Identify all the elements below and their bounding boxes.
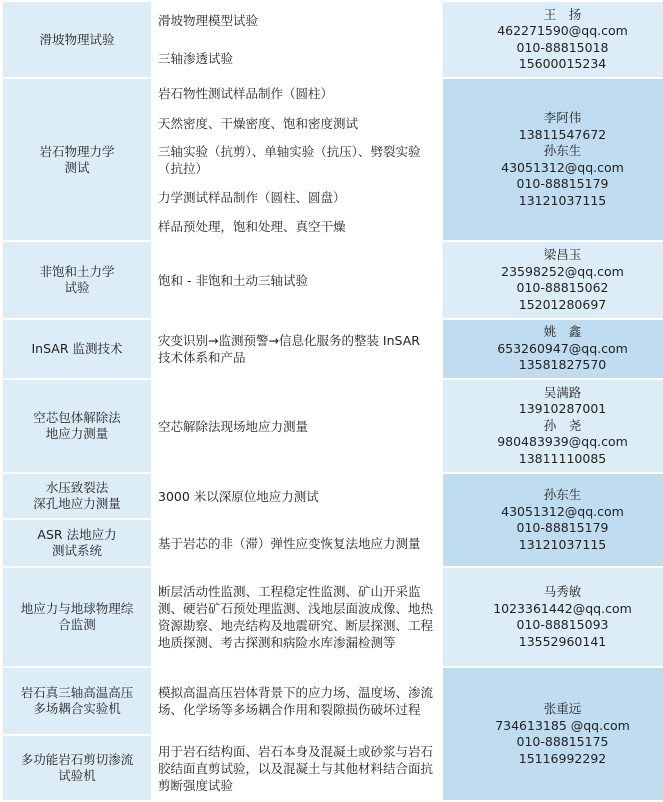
category-cell	[2, 241, 152, 319]
contact-phone: 010-88815179	[516, 520, 609, 535]
contact-name: 马秀敏	[543, 584, 582, 599]
contact-name: 李阿伟	[543, 110, 582, 125]
contact-mobile: 15600015234	[518, 56, 607, 71]
category-label: 试验	[64, 280, 90, 295]
category-label: ASR 法地应力	[37, 527, 117, 542]
category-label: 深孔地应力测量	[33, 496, 121, 511]
test-item-cell: 灾变识别→监测预警→信息化服务的整装 InSAR 技术体系和产品	[152, 319, 442, 379]
category-label: 试验机	[58, 768, 96, 783]
contact-mobile: 13121037115	[518, 536, 607, 552]
category-cell	[2, 519, 152, 567]
contact-name: 孙 尧	[543, 417, 582, 433]
contact-cell	[442, 78, 663, 241]
contact-phone: 010-88815093	[516, 617, 609, 632]
category-label: 岩石物理力学	[39, 143, 115, 159]
category-label: 非饱和土力学	[39, 264, 115, 279]
contact-name: 梁昌玉	[543, 247, 582, 262]
contact-email: 43051312@qq.com	[501, 159, 624, 175]
contact-phone: 010-88815062	[516, 280, 609, 295]
category-cell	[2, 735, 152, 801]
category-cell	[2, 379, 152, 473]
test-item-cell: 滑坡物理模型试验	[152, 1, 442, 39]
category-label: 合监测	[58, 617, 96, 632]
contact-cell	[442, 379, 663, 473]
test-item-cell: 样品预处理，饱和处理、真空干燥	[152, 212, 442, 241]
contact-mobile: 13121037115	[518, 192, 607, 208]
test-item-cell: 模拟高温高压岩体背景下的应力场、温度场、渗流场、化学场等多场耦合作用和裂隙损伤破坏过程	[152, 667, 442, 735]
contact-email: 1023361442@qq.com	[493, 600, 632, 616]
category-label: 水压致裂法	[45, 480, 109, 495]
contact-mobile: 13552960141	[518, 633, 607, 649]
test-item-cell: 饱和 - 非饱和土动三轴试验	[152, 241, 442, 319]
contact-name: 张重远	[543, 701, 582, 716]
test-item-cell: 力学测试样品制作（圆柱、圆盘）	[152, 182, 442, 212]
contact-email: 980483939@qq.com	[497, 434, 628, 450]
contact-mobile: 13910287001	[518, 401, 607, 417]
category-cell	[2, 567, 152, 667]
test-item-cell: 三轴实验（抗剪）、单轴实验（抗压）、劈裂实验（抗拉）	[152, 138, 442, 182]
category-label: 空芯包体解除法	[33, 410, 121, 425]
contact-name: 孙东生	[543, 487, 582, 502]
contact-cell	[442, 319, 663, 379]
contact-mobile: 15201280697	[518, 296, 607, 312]
category-label: 滑坡物理试验	[39, 31, 115, 47]
contact-phone: 010-88815175	[516, 734, 609, 749]
test-item-cell: 基于岩芯的非（滞）弹性应变恢复法地应力测量	[152, 519, 442, 567]
contact-mobile: 13581827570	[518, 357, 607, 373]
contact-email: 653260947@qq.com	[497, 340, 628, 356]
test-item-cell: 岩石物性测试样品制作（圆柱）	[152, 78, 442, 108]
test-item-cell: 用于岩石结构面、岩石本身及混凝土或砂浆与岩石胶结面直剪试验，以及混凝土与其他材料结合面抗剪断强度试验	[152, 735, 442, 801]
equipment-table	[1, 0, 663, 802]
contact-cell	[442, 567, 663, 667]
contact-mobile: 13811110085	[518, 450, 607, 466]
contact-email: 23598252@qq.com	[501, 263, 624, 279]
category-cell	[2, 473, 152, 519]
contact-name: 孙东生	[543, 143, 582, 158]
contact-email: 43051312@qq.com	[501, 503, 624, 519]
contact-cell	[442, 473, 663, 567]
contact-email: 734613185 @qq.com	[495, 717, 630, 733]
category-label: 测试系统	[51, 543, 102, 558]
category-cell	[2, 78, 152, 241]
contact-email: 462271590@qq.com	[497, 23, 628, 38]
category-label: 多场耦合实验机	[33, 701, 121, 716]
contact-name: 吴满路	[543, 384, 582, 400]
test-item-cell: 三轴渗透试验	[152, 39, 442, 78]
test-item-cell: 空芯解除法现场地应力测量	[152, 379, 442, 473]
contact-phone: 010-88815179	[516, 176, 609, 191]
category-cell	[2, 1, 152, 78]
contact-mobile: 15116992292	[518, 750, 607, 766]
category-label: InSAR 监测技术	[31, 341, 123, 356]
category-label: 地应力测量	[45, 426, 109, 441]
test-item-cell: 断层活动性监测、工程稳定性监测、矿山开采监测、硬岩矿石预处理监测、浅地层面波成像、地热资源勘察、地壳结构及地震研究、断层探测、工程地质探测、考古探测和病险水库渗漏检测等	[152, 567, 442, 667]
test-item-cell: 天然密度、干燥密度、饱和密度测试	[152, 108, 442, 138]
category-label: 多功能岩石剪切渗流	[20, 752, 134, 767]
test-item-cell: 3000 米以深原位地应力测试	[152, 473, 442, 519]
category-label: 岩石真三轴高温高压	[20, 685, 134, 700]
contact-name: 姚 鑫	[543, 324, 582, 340]
contact-mobile: 13811547672	[518, 126, 607, 142]
category-cell	[2, 319, 152, 379]
category-label: 测试	[64, 159, 90, 175]
category-cell	[2, 667, 152, 735]
contact-phone: 010-88815018	[516, 39, 609, 55]
contact-cell	[442, 1, 663, 78]
contact-name: 王 扬	[543, 6, 582, 22]
category-label: 地应力与地球物理综	[20, 601, 134, 616]
contact-cell	[442, 241, 663, 319]
contact-cell	[442, 667, 663, 801]
